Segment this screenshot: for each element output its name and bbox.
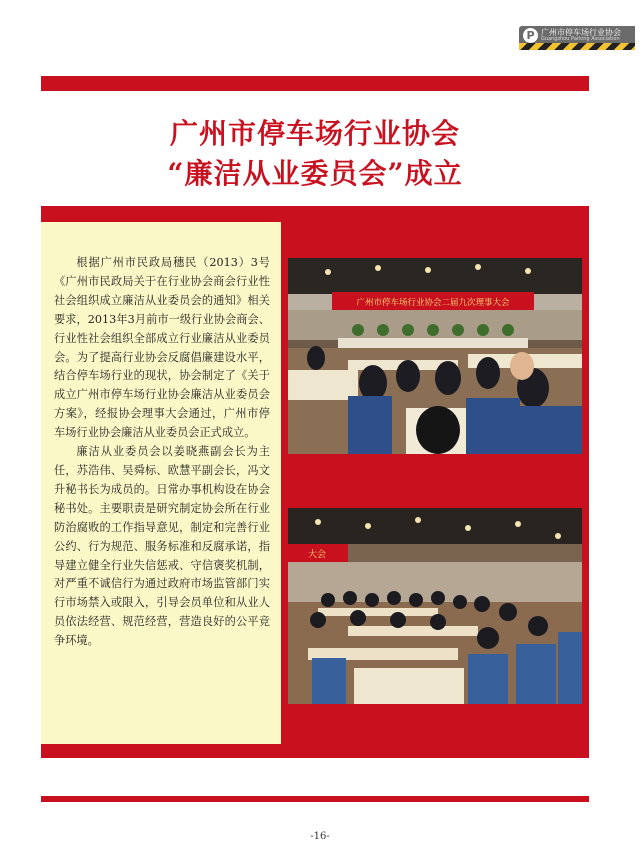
article-body	[54, 254, 270, 651]
meeting-photo-2-graphic	[288, 508, 582, 704]
badge-chinese-name: 广州市停车场行业协会	[541, 28, 621, 37]
badge-english-name: Guangzhou Parking Association	[541, 36, 620, 42]
meeting-photo-1-graphic	[288, 258, 582, 454]
meeting-banner-2-text: 大会	[308, 550, 327, 560]
badge-hazard-stripe	[519, 43, 635, 50]
meeting-photo-1	[288, 258, 582, 454]
parking-logo-icon: P	[523, 28, 538, 43]
top-divider-bar	[41, 76, 589, 91]
page-number: -16-	[310, 831, 330, 842]
paragraph-2: 廉洁从业委员会以姜晓燕副会长为主任，苏浩伟、吴舜标、欧慧平副会长，冯文升秘书长为成员的。日常办事机构设在协会秘书处。主要职责是研究制定协会所在行业防治腐败的工作指导意见，制定和完善行业公约、行为规范、服务标准和反腐承诺，指导建立健全行业失信惩戒、守信褒奖机制，对严重不诚信行为通过政府市场监管部门实行市场禁入或限入，引导会员单位和从业人员依法经营、规范经营，营造良好的公平竞争环境。	[54, 445, 270, 648]
paragraph-1: 根据广州市民政局穗民（2013）3号《广州市民政局关于在行业协会商会行业性社会组织成立廉洁从业委员会的通知》相关要求，2013年3月前市一级行业协会商会、行业性社会组织全部成立行业廉洁从业委员会。为了提高行业协会反腐倡廉建设水平，结合停车场行业的现状，协会制定了《关于成立广州市停车场行业协会廉洁从业委员会方案》，经报协会理事大会通过，广州市停车场行业协会廉洁从业委员会正式成立。	[54, 256, 270, 440]
meeting-photo-2	[288, 508, 582, 704]
meeting-banner-text: 广州市停车场行业协会二届九次理事大会	[356, 298, 510, 308]
article-title-line-1: 广州市停车场行业协会	[169, 117, 460, 150]
article-title-line-2: “廉洁从业委员会”成立	[167, 157, 463, 190]
association-badge	[519, 26, 635, 50]
bottom-divider-bar	[41, 796, 589, 802]
